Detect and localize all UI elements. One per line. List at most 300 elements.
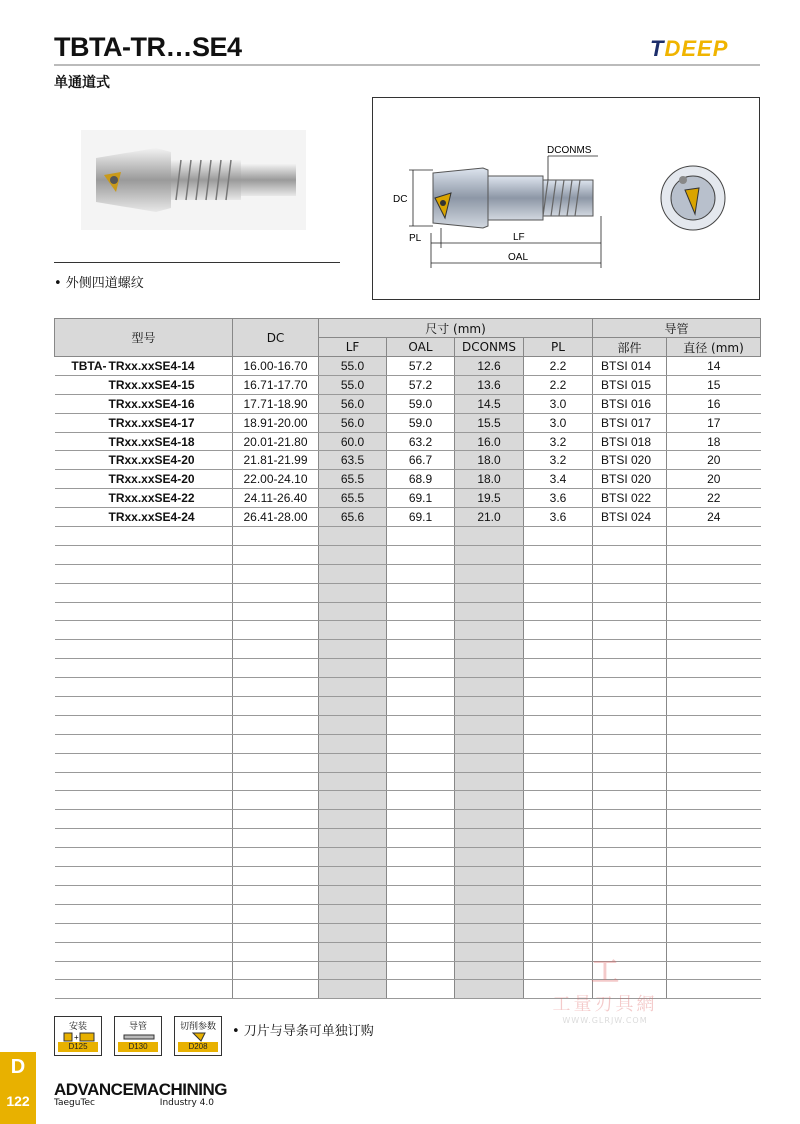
empty-cell [524, 923, 593, 942]
part-cell: BTSI 024 [593, 508, 667, 527]
empty-cell [667, 772, 761, 791]
empty-cell [524, 564, 593, 583]
empty-cell [319, 791, 387, 810]
empty-cell [55, 829, 233, 848]
empty-row [55, 621, 761, 640]
oal-cell: 63.2 [387, 432, 455, 451]
empty-cell [55, 942, 233, 961]
empty-cell [593, 564, 667, 583]
empty-cell [55, 602, 233, 621]
empty-cell [593, 545, 667, 564]
ref-guide-pad[interactable]: 导管 D130 [114, 1016, 162, 1056]
product-photo [76, 130, 306, 230]
empty-cell [667, 961, 761, 980]
title-divider [54, 64, 760, 66]
page-subtitle: 单通道式 [54, 75, 110, 91]
empty-cell [55, 583, 233, 602]
empty-cell [524, 545, 593, 564]
dconms-label: DCONMS [547, 145, 592, 156]
empty-cell [55, 923, 233, 942]
empty-cell [387, 697, 455, 716]
empty-cell [55, 545, 233, 564]
empty-cell [524, 810, 593, 829]
dia-cell: 17 [667, 413, 761, 432]
oal-cell: 66.7 [387, 451, 455, 470]
empty-cell [667, 602, 761, 621]
empty-cell [319, 697, 387, 716]
oal-cell: 57.2 [387, 375, 455, 394]
empty-cell [319, 678, 387, 697]
model-cell: TRxx.xxSE4-16 [55, 394, 233, 413]
empty-cell [524, 640, 593, 659]
table-row [55, 432, 761, 451]
empty-cell [387, 867, 455, 886]
watermark: 工 工量刃具網 WWW.GLRJW.COM [552, 955, 658, 1025]
empty-cell [455, 904, 524, 923]
empty-cell [593, 791, 667, 810]
empty-row [55, 923, 761, 942]
empty-cell [319, 810, 387, 829]
header-dconms: DCONMS [455, 338, 524, 357]
empty-cell [387, 904, 455, 923]
empty-cell [667, 848, 761, 867]
oal-label: OAL [508, 252, 529, 263]
pl-cell: 3.0 [524, 413, 593, 432]
section-letter: D [10, 1056, 26, 1078]
dc-cell: 20.01-21.80 [233, 432, 319, 451]
dc-cell: 21.81-21.99 [233, 451, 319, 470]
empty-cell [593, 697, 667, 716]
header-model: 型号 [55, 319, 233, 357]
empty-cell [387, 564, 455, 583]
pl-label: PL [409, 233, 422, 244]
empty-cell [233, 697, 319, 716]
model-cell: TRxx.xxSE4-15 [55, 375, 233, 394]
empty-cell [319, 621, 387, 640]
header-dc: DC [233, 319, 319, 357]
ref-cutting-data[interactable]: 切削参数 D208 [174, 1016, 222, 1056]
empty-row [55, 867, 761, 886]
empty-cell [319, 980, 387, 999]
empty-cell [455, 545, 524, 564]
empty-cell [55, 904, 233, 923]
empty-cell [593, 885, 667, 904]
empty-cell [233, 848, 319, 867]
pl-cell: 3.4 [524, 470, 593, 489]
dc-cell: 16.00-16.70 [233, 357, 319, 376]
dia-cell: 14 [667, 357, 761, 376]
empty-cell [667, 867, 761, 886]
empty-cell [593, 734, 667, 753]
empty-cell [524, 678, 593, 697]
empty-cell [455, 564, 524, 583]
lf-cell: 65.5 [319, 470, 387, 489]
empty-cell [593, 904, 667, 923]
empty-cell [455, 772, 524, 791]
oal-cell: 69.1 [387, 489, 455, 508]
order-note: • 刀片与导条可单独订购 [232, 1024, 374, 1039]
empty-row [55, 885, 761, 904]
empty-cell [319, 772, 387, 791]
empty-cell [667, 527, 761, 546]
empty-cell [319, 848, 387, 867]
empty-cell [667, 810, 761, 829]
header-dimensions: 尺寸 (mm) [319, 319, 593, 338]
empty-row [55, 640, 761, 659]
empty-cell [55, 715, 233, 734]
empty-cell [233, 829, 319, 848]
empty-cell [319, 923, 387, 942]
empty-cell [455, 697, 524, 716]
empty-cell [455, 678, 524, 697]
empty-cell [667, 715, 761, 734]
empty-cell [593, 772, 667, 791]
empty-cell [593, 753, 667, 772]
empty-cell [667, 923, 761, 942]
empty-row [55, 791, 761, 810]
empty-cell [387, 659, 455, 678]
lf-cell: 56.0 [319, 394, 387, 413]
dconms-cell: 15.5 [455, 413, 524, 432]
empty-cell [233, 980, 319, 999]
part-cell: BTSI 020 [593, 470, 667, 489]
empty-row [55, 753, 761, 772]
model-cell: TRxx.xxSE4-24 [55, 508, 233, 527]
ref-installation[interactable]: 安装 + D125 [54, 1016, 102, 1056]
empty-cell [455, 640, 524, 659]
table-row [55, 375, 761, 394]
page-number: 122 [6, 1093, 30, 1109]
empty-cell [593, 659, 667, 678]
empty-cell [593, 602, 667, 621]
dc-cell: 26.41-28.00 [233, 508, 319, 527]
empty-cell [524, 791, 593, 810]
empty-cell [667, 545, 761, 564]
table-row [55, 470, 761, 489]
empty-cell [55, 697, 233, 716]
empty-cell [387, 753, 455, 772]
page-title: TBTA-TR…SE4 [54, 32, 242, 62]
oal-cell: 68.9 [387, 470, 455, 489]
pl-cell: 3.2 [524, 451, 593, 470]
empty-cell [233, 791, 319, 810]
dia-cell: 15 [667, 375, 761, 394]
model-cell: TRxx.xxSE4-18 [55, 432, 233, 451]
empty-cell [319, 640, 387, 659]
empty-cell [233, 602, 319, 621]
pl-cell: 2.2 [524, 375, 593, 394]
empty-cell [667, 640, 761, 659]
guide-pad-icon [123, 1032, 155, 1042]
lf-cell: 55.0 [319, 357, 387, 376]
empty-cell [593, 527, 667, 546]
empty-row [55, 659, 761, 678]
empty-cell [387, 640, 455, 659]
empty-cell [524, 772, 593, 791]
empty-cell [593, 583, 667, 602]
empty-cell [667, 659, 761, 678]
part-cell: BTSI 022 [593, 489, 667, 508]
empty-cell [233, 810, 319, 829]
empty-cell [455, 734, 524, 753]
empty-cell [455, 829, 524, 848]
oal-cell: 69.1 [387, 508, 455, 527]
empty-cell [524, 602, 593, 621]
empty-cell [455, 961, 524, 980]
empty-cell [387, 734, 455, 753]
empty-cell [667, 583, 761, 602]
empty-cell [319, 564, 387, 583]
dconms-cell: 18.0 [455, 470, 524, 489]
part-cell: BTSI 016 [593, 394, 667, 413]
empty-cell [387, 942, 455, 961]
empty-cell [319, 904, 387, 923]
header-lf: LF [319, 338, 387, 357]
photo-divider [54, 262, 340, 263]
empty-cell [593, 678, 667, 697]
empty-cell [233, 734, 319, 753]
empty-cell [233, 545, 319, 564]
empty-cell [524, 715, 593, 734]
empty-cell [233, 564, 319, 583]
table-row [55, 451, 761, 470]
svg-text:+: + [74, 1033, 79, 1042]
lf-cell: 56.0 [319, 413, 387, 432]
empty-cell [455, 867, 524, 886]
empty-cell [667, 980, 761, 999]
empty-row [55, 564, 761, 583]
empty-cell [233, 904, 319, 923]
spec-table [54, 318, 761, 999]
empty-cell [387, 791, 455, 810]
empty-cell [387, 621, 455, 640]
empty-cell [387, 527, 455, 546]
empty-cell [524, 885, 593, 904]
empty-cell [524, 904, 593, 923]
dconms-cell: 12.6 [455, 357, 524, 376]
dconms-cell: 19.5 [455, 489, 524, 508]
empty-row [55, 904, 761, 923]
empty-cell [233, 923, 319, 942]
table-row [55, 489, 761, 508]
empty-cell [55, 867, 233, 886]
technical-diagram [372, 97, 760, 300]
empty-cell [593, 867, 667, 886]
empty-cell [593, 829, 667, 848]
empty-cell [387, 678, 455, 697]
table-row [55, 508, 761, 527]
header-guide: 导管 [593, 319, 761, 338]
lf-label: LF [513, 232, 525, 243]
dia-cell: 20 [667, 470, 761, 489]
dia-cell: 16 [667, 394, 761, 413]
header-oal: OAL [387, 338, 455, 357]
empty-cell [55, 659, 233, 678]
empty-cell [387, 715, 455, 734]
empty-row [55, 772, 761, 791]
empty-cell [55, 810, 233, 829]
dc-cell: 24.11-26.40 [233, 489, 319, 508]
header-pl: PL [524, 338, 593, 357]
empty-cell [455, 980, 524, 999]
pl-cell: 3.0 [524, 394, 593, 413]
empty-cell [233, 942, 319, 961]
dc-cell: 18.91-20.00 [233, 413, 319, 432]
empty-cell [667, 904, 761, 923]
empty-cell [593, 923, 667, 942]
empty-cell [233, 867, 319, 886]
empty-cell [667, 678, 761, 697]
empty-cell [387, 810, 455, 829]
empty-cell [55, 678, 233, 697]
empty-cell [387, 848, 455, 867]
empty-cell [233, 678, 319, 697]
empty-cell [524, 659, 593, 678]
footer-tagline: TaeguTec Industry 4.0 [54, 1098, 214, 1108]
model-cell: TBTA- TRxx.xxSE4-14 [55, 357, 233, 376]
empty-cell [319, 885, 387, 904]
dia-cell: 20 [667, 451, 761, 470]
empty-cell [55, 885, 233, 904]
dia-cell: 18 [667, 432, 761, 451]
part-cell: BTSI 014 [593, 357, 667, 376]
empty-cell [593, 621, 667, 640]
empty-cell [524, 734, 593, 753]
dia-cell: 22 [667, 489, 761, 508]
empty-cell [55, 753, 233, 772]
empty-cell [233, 772, 319, 791]
lf-cell: 60.0 [319, 432, 387, 451]
empty-cell [55, 848, 233, 867]
empty-cell [319, 829, 387, 848]
empty-cell [387, 923, 455, 942]
empty-cell [233, 621, 319, 640]
empty-cell [55, 527, 233, 546]
dc-cell: 22.00-24.10 [233, 470, 319, 489]
empty-cell [387, 885, 455, 904]
empty-cell [593, 848, 667, 867]
empty-row [55, 715, 761, 734]
empty-cell [593, 715, 667, 734]
empty-cell [55, 640, 233, 659]
empty-row [55, 734, 761, 753]
dc-label: DC [393, 194, 408, 205]
lf-cell: 65.5 [319, 489, 387, 508]
empty-cell [593, 640, 667, 659]
empty-cell [319, 753, 387, 772]
part-cell: BTSI 018 [593, 432, 667, 451]
empty-cell [55, 980, 233, 999]
empty-row [55, 602, 761, 621]
empty-row [55, 810, 761, 829]
empty-cell [55, 961, 233, 980]
model-cell: TRxx.xxSE4-22 [55, 489, 233, 508]
empty-cell [667, 734, 761, 753]
empty-cell [319, 545, 387, 564]
empty-cell [593, 810, 667, 829]
empty-cell [233, 715, 319, 734]
dc-cell: 16.71-17.70 [233, 375, 319, 394]
pl-cell: 2.2 [524, 357, 593, 376]
feature-note: • 外侧四道螺纹 [54, 276, 144, 291]
empty-cell [667, 564, 761, 583]
empty-row [55, 697, 761, 716]
model-cell: TRxx.xxSE4-17 [55, 413, 233, 432]
empty-cell [319, 961, 387, 980]
empty-cell [455, 923, 524, 942]
empty-cell [455, 527, 524, 546]
header-diameter: 直径 (mm) [667, 338, 761, 357]
insert-icon [183, 1032, 215, 1042]
part-cell: BTSI 015 [593, 375, 667, 394]
empty-cell [455, 791, 524, 810]
part-cell: BTSI 020 [593, 451, 667, 470]
dconms-cell: 18.0 [455, 451, 524, 470]
empty-cell [319, 734, 387, 753]
empty-cell [233, 527, 319, 546]
empty-cell [455, 885, 524, 904]
empty-cell [55, 772, 233, 791]
empty-cell [55, 791, 233, 810]
empty-cell [455, 753, 524, 772]
empty-cell [455, 602, 524, 621]
empty-cell [667, 621, 761, 640]
part-cell: BTSI 017 [593, 413, 667, 432]
empty-cell [55, 564, 233, 583]
oal-cell: 57.2 [387, 357, 455, 376]
empty-cell [233, 885, 319, 904]
lf-cell: 63.5 [319, 451, 387, 470]
empty-cell [524, 697, 593, 716]
empty-cell [319, 659, 387, 678]
empty-cell [387, 772, 455, 791]
empty-cell [455, 659, 524, 678]
installation-icon [63, 1032, 95, 1042]
oal-cell: 59.0 [387, 413, 455, 432]
empty-cell [233, 659, 319, 678]
dconms-cell: 14.5 [455, 394, 524, 413]
empty-cell [387, 980, 455, 999]
empty-cell [387, 602, 455, 621]
pl-cell: 3.6 [524, 489, 593, 508]
empty-cell [233, 961, 319, 980]
empty-cell [667, 885, 761, 904]
empty-cell [524, 867, 593, 886]
empty-cell [455, 848, 524, 867]
empty-cell [233, 753, 319, 772]
empty-row [55, 545, 761, 564]
table-row [55, 413, 761, 432]
empty-cell [319, 942, 387, 961]
section-tab [0, 1052, 36, 1124]
empty-cell [455, 583, 524, 602]
dia-cell: 24 [667, 508, 761, 527]
dconms-cell: 13.6 [455, 375, 524, 394]
model-cell: TRxx.xxSE4-20 [55, 470, 233, 489]
lf-cell: 55.0 [319, 375, 387, 394]
dc-cell: 17.71-18.90 [233, 394, 319, 413]
empty-cell [524, 848, 593, 867]
empty-cell [319, 715, 387, 734]
empty-cell [524, 829, 593, 848]
empty-cell [387, 961, 455, 980]
empty-cell [233, 640, 319, 659]
empty-cell [667, 829, 761, 848]
empty-cell [455, 942, 524, 961]
empty-cell [319, 867, 387, 886]
empty-row [55, 848, 761, 867]
empty-cell [524, 583, 593, 602]
